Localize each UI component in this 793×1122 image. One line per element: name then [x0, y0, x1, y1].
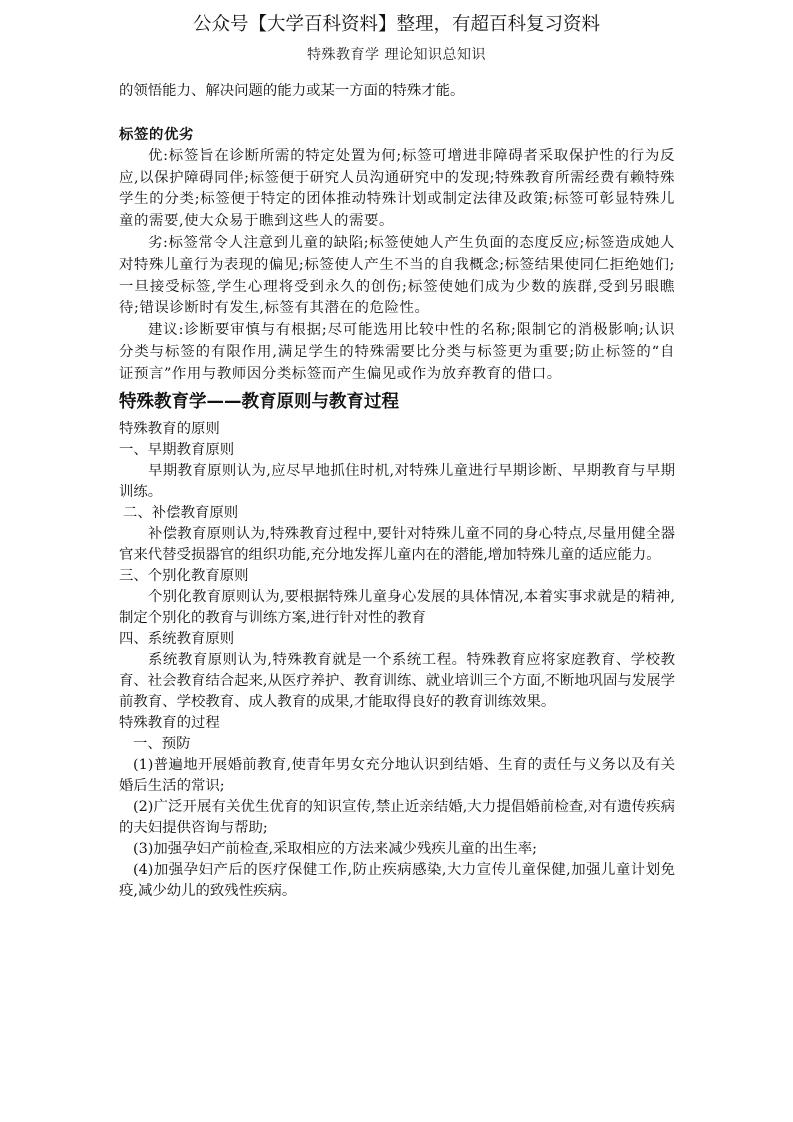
process-item-2: (2)广泛开展有关优生优育的知识宣传,禁止近亲结婚,大力提倡婚前检查,对有遗传疾病的夫妇提供咨询与帮助;: [119, 798, 675, 836]
labels-section: [119, 124, 675, 386]
process-item-4: (4)加强孕妇产后的医疗保健工作,防止疾病感染,大力宣传儿童保健,加强儿童计划免疫,减少幼儿的致残性疾病。: [119, 861, 675, 899]
principle-2-text: 补偿教育原则认为,特殊教育过程中,要针对特殊儿童不同的身心特点,尽量用健全器官来代替受损器官的组织功能,充分地发挥儿童内在的潜能,增加特殊儿童的适应能力。: [119, 525, 675, 563]
principle-2-title: 二、补偿教育原则: [123, 504, 239, 521]
principles-heading: 特殊教育的原则: [119, 420, 220, 437]
principle-1-title: 一、早期教育原则: [119, 441, 235, 458]
principle-1-text: 早期教育原则认为,应尽早地抓住时机,对特殊儿童进行早期诊断、早期教育与早期训练。: [119, 462, 675, 500]
document-body: [119, 80, 675, 902]
principle-3-title: 三、个别化教育原则: [119, 567, 249, 584]
labels-suggestion: 建议:诊断要审慎与有根据;尽可能选用比较中性的名称;限制它的消极影响;认识分类与标签的有限作用,满足学生的特殊需要比分类与标签更为重要;防止标签的“自证预言”作用与教师因分类标签而产生偏见或作为放弃教育的借口。: [119, 322, 675, 382]
header-subtitle: 特殊教育学 理论知识总知识: [307, 47, 486, 63]
process-heading: 特殊教育的过程: [119, 714, 220, 731]
labels-cons: 劣:标签常令人注意到儿童的缺陷;标签使她人产生负面的态度反应;标签造成她人对特殊儿童行为表现的偏见;标签使人产生不当的自我概念;标签结果使同仁拒绝她们;一旦接受标签,学生心理将受到永久的创伤;标签使她们成为少数的族群,受到另眼瞧待;错误诊断时有发生,标签有其潜在的危险性。: [119, 234, 676, 317]
labels-pros: 优:标签旨在诊断所需的特定处置为何;标签可增进非障碍者采取保护性的行为反应,以保护障碍同伴;标签便于研究人员沟通研究中的发现;特殊教育所需经费有赖特殊学生的分类;标签便于特定的团体推动特殊计划或制定法律及政策;标签可彰显特殊儿童的需要,使大众易于瞧到这些人的需要。: [119, 147, 675, 230]
process-item-3: (3)加强孕妇产前检查,采取相应的方法来减少残疾儿童的出生率;: [133, 840, 537, 857]
principle-4-text: 系统教育原则认为,特殊教育就是一个系统工程。特殊教育应将家庭教育、学校教育、社会教育结合起来,从医疗养护、教育训练、就业培训三个方面,不断地巩固与发展学前教育、学校教育、成人教育的成果,才能取得良好的教育训练效果。: [119, 651, 675, 710]
header-title: 公众号【大学百科资料】整理，有超百科复习资料: [192, 14, 600, 35]
principle-4-title: 四、系统教育原则: [119, 630, 235, 647]
principle-3-text: 个别化教育原则认为,要根据特殊儿童身心发展的具体情况,本着实事求就是的精神,制定个别化的教育与训练方案,进行针对性的教育: [119, 588, 675, 626]
process-sub-heading: 一、预防: [133, 735, 191, 752]
principles-section: [119, 419, 675, 713]
process-item-1: (1)普遍地开展婚前教育,使青年男女充分地认识到结婚、生育的责任与义务以及有关婚后生活的常识;: [119, 756, 675, 794]
intro-line: 的领悟能力、解决问题的能力或某一方面的特殊才能。: [119, 83, 465, 99]
chapter-title: 特殊教育学——教育原则与教育过程: [119, 391, 399, 412]
labels-heading: 标签的优劣: [119, 126, 194, 143]
process-section: [119, 713, 675, 902]
